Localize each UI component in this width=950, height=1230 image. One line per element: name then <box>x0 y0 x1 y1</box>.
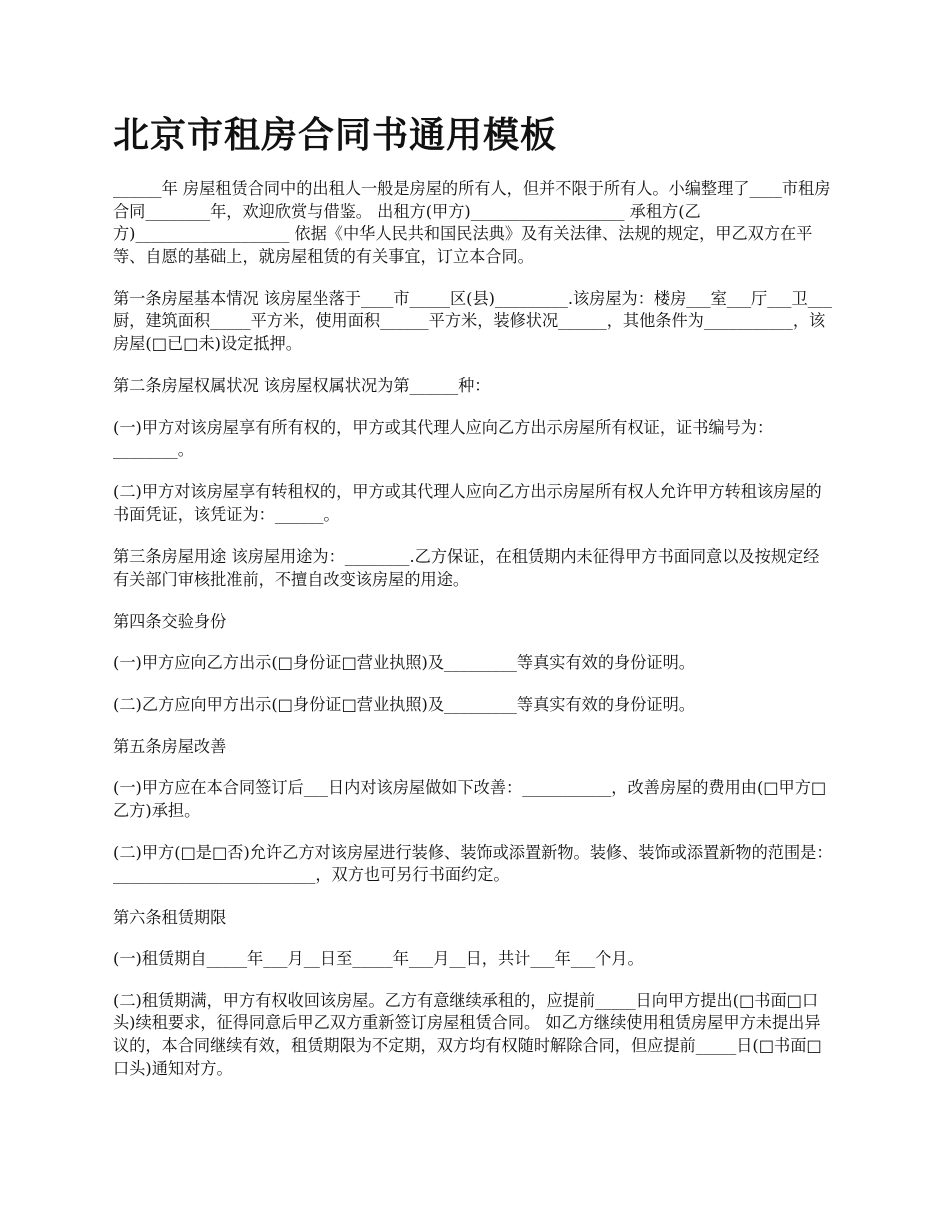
article-6-clause-1: (一)租赁期自_____年___月__日至_____年___月__日，共计___年___个月。 <box>113 949 644 969</box>
article-4-clause-2: (二)乙方应向甲方出示(□身份证□营业执照)及_________等真实有效的身份证明。 <box>113 695 695 714</box>
article-6-clause-2: (二)租赁期满，甲方有权收回该房屋。乙方有意继续承租的，应提前_____日向甲方提出(□书面□口头)续租要求，征得同意后甲乙双方重新签订房屋租赁合同。 如乙方继续使用租赁房屋甲方未提出异议的，本合同继续有效，租赁期限为不定期，双方均有权随时解除合同，但应提前_____日(□书面□口头)通知对方。 <box>113 990 822 1078</box>
document-title: 北京市租房合同书通用模板 <box>113 115 558 156</box>
article-6-heading: 第六条租赁期限 <box>113 907 227 927</box>
intro-paragraph: ______年 房屋租赁合同中的出租人一般是房屋的所有人，但并不限于所有人。小编整理了____市租房合同________年，欢迎欣赏与借鉴。 出租方(甲方)___________________ 承租方(乙方)___________________ 依据《中华人民共和国民法典》及有关法律、法规的规定，甲乙双方在平等、自愿的基础上，就房屋租赁的有关事宜，订立本合同。 <box>113 179 831 266</box>
article-4-heading: 第四条交验身份 <box>113 611 227 631</box>
article-2-clause-2: (二)甲方对该房屋享有转租权的，甲方或其代理人应向乙方出示房屋所有权人允许甲方转租该房屋的书面凭证，该凭证为：______。 <box>113 482 822 525</box>
article-3-usage: 第三条房屋用途 该房屋用途为：________.乙方保证，在租赁期内未征得甲方书面同意以及按规定经有关部门审核批准前，不擅自改变该房屋的用途。 <box>113 547 820 589</box>
article-2-clause-1: (一)甲方对该房屋享有所有权的，甲方或其代理人应向乙方出示房屋所有权证，证书编号为：________。 <box>113 417 774 460</box>
document-body <box>113 178 835 1100</box>
article-2-ownership: 第二条房屋权属状况 该房屋权属状况为第______种： <box>113 376 491 396</box>
article-5-clause-1: (一)甲方应在本合同签订后___日内对该房屋做如下改善：___________，改善房屋的费用由(□甲方□乙方)承担。 <box>113 778 827 820</box>
article-5-heading: 第五条房屋改善 <box>113 736 227 756</box>
article-1-basic-info: 第一条房屋基本情况 该房屋坐落于____市_____区(县)_________.该房屋为：楼房___室___厅___卫___厨，建筑面积_____平方米，使用面积______平方米，装修状况______，其他条件为___________，该房屋(□已□未)设定抵押。 <box>113 288 832 354</box>
article-4-clause-1: (一)甲方应向乙方出示(□身份证□营业执照)及_________等真实有效的身份证明。 <box>113 653 695 673</box>
article-5-clause-2: (二)甲方(□是□否)允许乙方对该房屋进行装修、装饰或添置新物。装修、装饰或添置新物的范围是：_________________________，双方也可另行书面约定。 <box>113 842 833 885</box>
